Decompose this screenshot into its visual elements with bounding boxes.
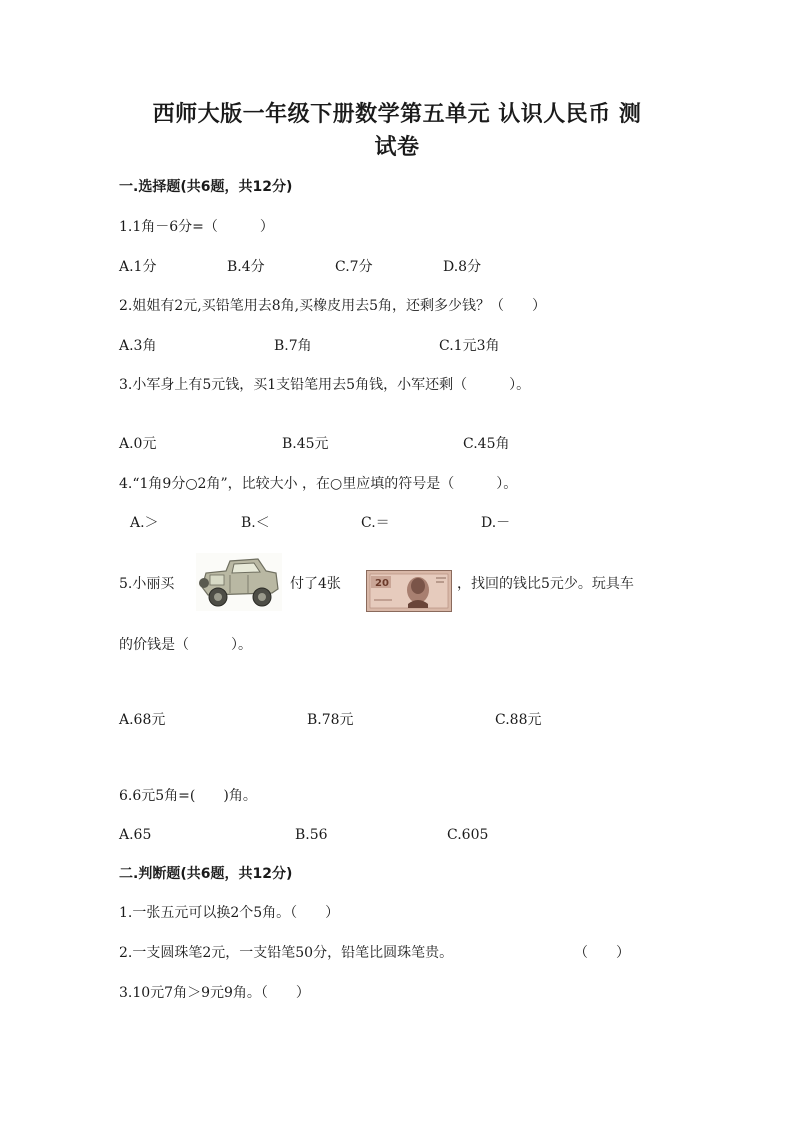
q5-stem-part4: 的价钱是（ ）。 xyxy=(119,637,252,653)
q3-option-c: C.45角 xyxy=(463,436,510,452)
q1-option-b: B.4分 xyxy=(227,259,265,275)
q3-option-b: B.45元 xyxy=(282,436,329,452)
q5-stem-part2: 付了4张 xyxy=(290,576,341,592)
q2-option-c: C.1元3角 xyxy=(439,338,500,354)
q6-stem: 6.6元5角=( )角。 xyxy=(119,788,257,804)
q3-stem: 3.小军身上有5元钱，买1支铅笔用去5角钱，小军还剩（ ）。 xyxy=(119,377,531,393)
banknote-image xyxy=(366,570,452,612)
q5-stem-part1: 5.小丽买 xyxy=(119,576,175,592)
q3-option-a: A.0元 xyxy=(119,436,157,452)
q6-option-a: A.65 xyxy=(119,827,152,843)
q4-option-a: A.＞ xyxy=(130,515,159,531)
q2-option-a: A.3角 xyxy=(119,338,157,354)
toy-car-image xyxy=(196,553,282,611)
q5-option-a: A.68元 xyxy=(119,712,166,728)
judge-q1: 1.一张五元可以换2个5角。（ ） xyxy=(119,905,340,921)
page-title-line1: 西师大版一年级下册数学第五单元 认识人民币 测 xyxy=(152,102,642,127)
section2-header: 二.判断题(共6题，共12分) xyxy=(119,866,293,882)
q4-option-d: D.－ xyxy=(481,515,511,531)
banknote-denomination: 20 xyxy=(375,578,389,589)
q4-option-b: B.＜ xyxy=(241,515,270,531)
q2-stem: 2.姐姐有2元,买铅笔用去8角,买橡皮用去5角，还剩多少钱？（ ） xyxy=(119,298,546,314)
section1-header: 一.选择题(共6题，共12分) xyxy=(119,179,293,195)
q1-option-d: D.8分 xyxy=(443,259,482,275)
page-title-line2: 试卷 xyxy=(374,135,420,160)
q4-option-c: C.＝ xyxy=(361,515,390,531)
q5-option-b: B.78元 xyxy=(307,712,354,728)
q1-stem: 1.1角－6分=（ ） xyxy=(119,219,274,235)
q1-option-a: A.1分 xyxy=(119,259,157,275)
judge-q2-answer-paren: （ ） xyxy=(574,945,630,961)
q5-stem-part3: ，找回的钱比5元少。玩具车 xyxy=(457,576,634,592)
judge-q2: 2.一支圆珠笔2元，一支铅笔50分，铅笔比圆珠笔贵。 xyxy=(119,945,454,961)
judge-q3: 3.10元7角＞9元9角。（ ） xyxy=(119,985,310,1001)
q1-option-c: C.7分 xyxy=(335,259,373,275)
q4-stem: 4.“1角9分○2角”，比较大小 ，在○里应填的符号是（ ）。 xyxy=(119,476,518,492)
q6-option-b: B.56 xyxy=(295,827,328,843)
q6-option-c: C.605 xyxy=(447,827,489,843)
q2-option-b: B.7角 xyxy=(274,338,312,354)
q5-option-c: C.88元 xyxy=(495,712,542,728)
